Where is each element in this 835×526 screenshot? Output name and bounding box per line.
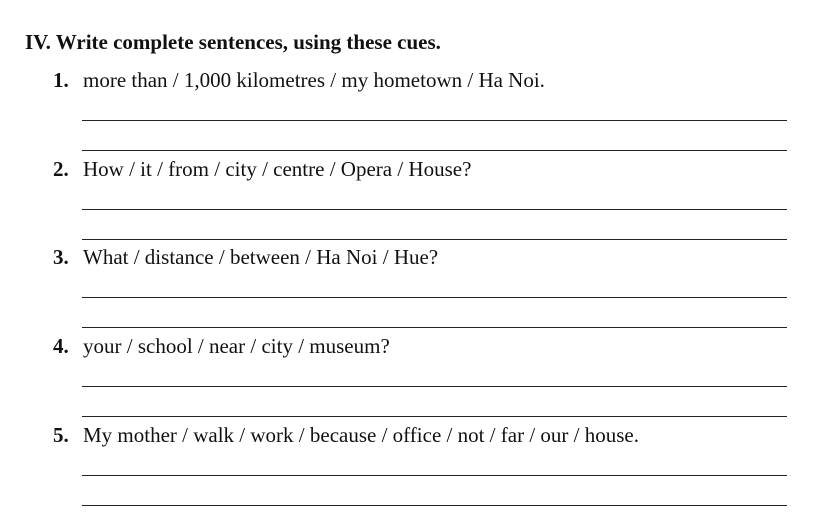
answer-line-3b[interactable] [82, 327, 787, 328]
answer-line-3a[interactable] [82, 297, 787, 298]
answer-line-2b[interactable] [82, 239, 787, 240]
answer-line-5b[interactable] [82, 505, 787, 506]
answer-line-2a[interactable] [82, 209, 787, 210]
item-number: 3. [53, 245, 69, 269]
answer-line-4a[interactable] [82, 386, 787, 387]
item-number: 1. [53, 68, 69, 92]
item-number: 2. [53, 157, 69, 181]
item-number: 5. [53, 423, 69, 447]
item-cue: more than / 1,000 kilometres / my hometown / Ha Noi. [83, 68, 545, 92]
answer-line-1b[interactable] [82, 150, 787, 151]
exercise-heading: IV. Write complete sentences, using these cues. [25, 30, 441, 54]
item-cue: How / it / from / city / centre / Opera / House? [83, 157, 472, 181]
answer-line-1a[interactable] [82, 120, 787, 121]
item-number: 4. [53, 334, 69, 358]
answer-line-5a[interactable] [82, 475, 787, 476]
item-cue: your / school / near / city / museum? [83, 334, 390, 358]
answer-line-4b[interactable] [82, 416, 787, 417]
item-cue: My mother / walk / work / because / office / not / far / our / house. [83, 423, 639, 447]
item-cue: What / distance / between / Ha Noi / Hue? [83, 245, 439, 269]
